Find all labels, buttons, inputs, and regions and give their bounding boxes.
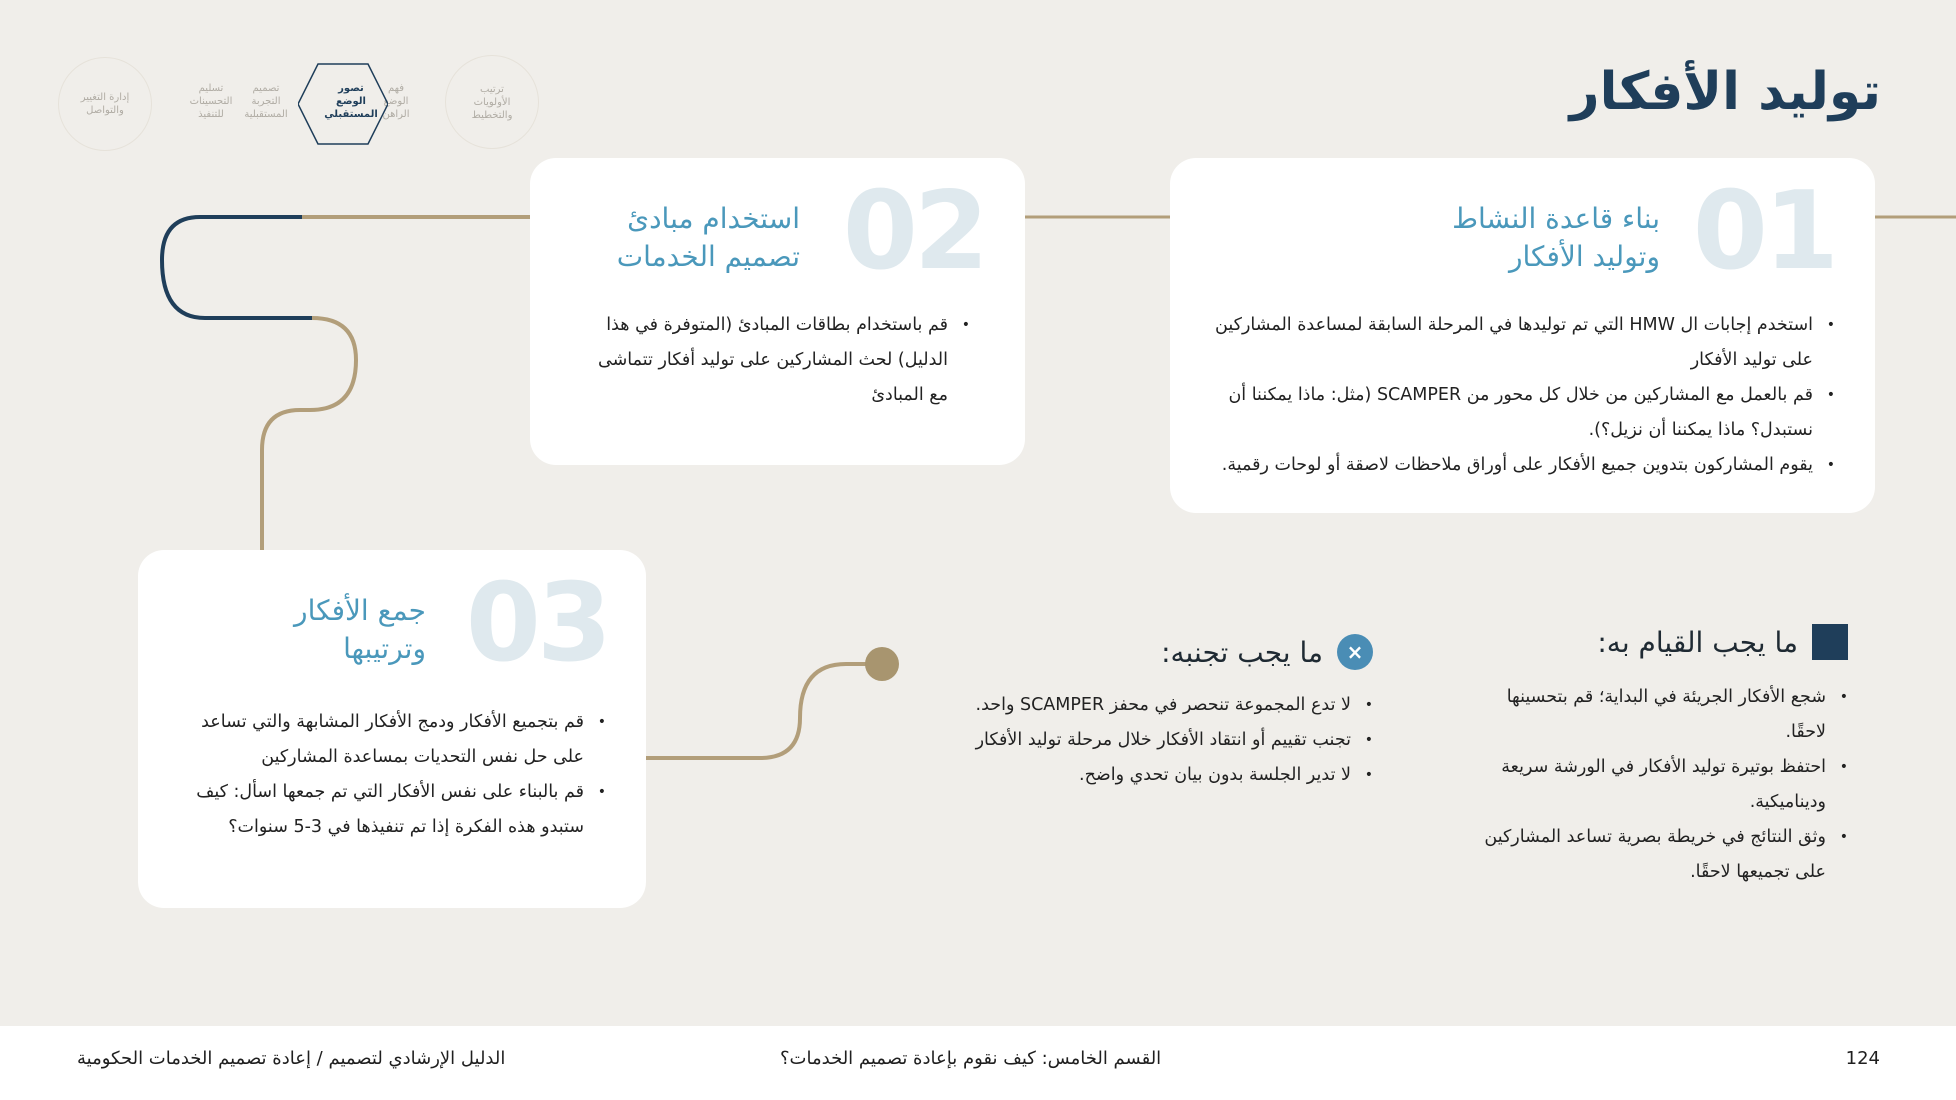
nav-item-experience-design[interactable]: تصميم التجربة المستقبلية [244, 82, 288, 120]
nav-item-future-state[interactable]: تصور الوضع المستقبلي [324, 82, 378, 120]
list-item: • لا تدع المجموعة تنحصر في محفز SCAMPER واحد. [903, 688, 1373, 723]
nav-item-prioritize[interactable]: ترتيب الأولويات والتخطيط [445, 55, 539, 149]
avoid-heading: × ما يجب تجنبه: [1161, 634, 1373, 670]
nav-item-change-management[interactable]: إدارة التغيير والتواصل [58, 57, 152, 151]
list-item: • احتفظ بوتيرة توليد الأفكار في الورشة سريعة وديناميكية. [1478, 750, 1848, 820]
nav-item-current-state[interactable]: فهم الوضع الراهن [382, 82, 410, 120]
square-bullet-icon [1812, 624, 1848, 660]
step-bullets [590, 308, 970, 413]
footer-section-title: القسم الخامس: كيف نقوم بإعادة تصميم الخدمات؟ [780, 1048, 1162, 1069]
step-number: 02 [842, 169, 985, 294]
list-item: • قم بالبناء على نفس الأفكار التي تم جمعها اسأل: كيف ستبدو هذه الفكرة إذا تم تنفيذها في 3-5 سنوات؟ [166, 775, 606, 845]
avoid-list [903, 688, 1373, 793]
step-card-01 [1170, 158, 1875, 513]
step-card-03 [138, 550, 646, 908]
step-card-02 [530, 158, 1025, 465]
step-number: 03 [465, 561, 608, 686]
close-icon: × [1337, 634, 1373, 670]
step-number: 01 [1692, 169, 1835, 294]
page-title: توليد الأفكار [1569, 62, 1881, 122]
nav-item-handover[interactable]: تسليم التحسينات للتنفيذ [189, 82, 233, 120]
list-item: • قم باستخدام بطاقات المبادئ (المتوفرة في هذا الدليل) لحث المشاركين على توليد أفكار تتماشى مع المبادئ [590, 308, 970, 413]
step-bullets [1205, 308, 1835, 483]
list-item: • قم بالعمل مع المشاركين من خلال كل محور من SCAMPER (مثل: ماذا يمكننا أن نستبدل؟ ماذا يمكننا أن نزيل؟). [1205, 378, 1835, 448]
do-heading: ما يجب القيام به: [1597, 624, 1848, 660]
step-title: بناء قاعدة النشاط وتوليد الأفكار [1452, 202, 1660, 273]
footer-guide-title: الدليل الإرشادي لتصميم / إعادة تصميم الخدمات الحكومية [77, 1048, 506, 1069]
step-bullets [166, 705, 606, 845]
phase-navigation [55, 55, 535, 155]
list-item: • شجع الأفكار الجريئة في البداية؛ قم بتحسينها لاحقًا. [1478, 680, 1848, 750]
step-title: استخدام مبادئ تصميم الخدمات [616, 202, 800, 273]
list-item: • قم بتجميع الأفكار ودمج الأفكار المشابهة والتي تساعد على حل نفس التحديات بمساعدة المشاركين [166, 705, 606, 775]
step-title: جمع الأفكار وترتيبها [294, 594, 426, 665]
page-footer [0, 1026, 1956, 1100]
page-number: 124 [1845, 1048, 1880, 1069]
list-item: • استخدم إجابات ال HMW التي تم توليدها في المرحلة السابقة لمساعدة المشاركين على توليد الأفكار [1205, 308, 1835, 378]
list-item: • وثق النتائج في خريطة بصرية تساعد المشاركين على تجميعها لاحقًا. [1478, 820, 1848, 890]
do-list [1478, 680, 1848, 890]
list-item: • يقوم المشاركون بتدوين جميع الأفكار على أوراق ملاحظات لاصقة أو لوحات رقمية. [1205, 448, 1835, 483]
list-item: • لا تدير الجلسة بدون بيان تحدي واضح. [903, 758, 1373, 793]
list-item: • تجنب تقييم أو انتقاد الأفكار خلال مرحلة توليد الأفكار [903, 723, 1373, 758]
